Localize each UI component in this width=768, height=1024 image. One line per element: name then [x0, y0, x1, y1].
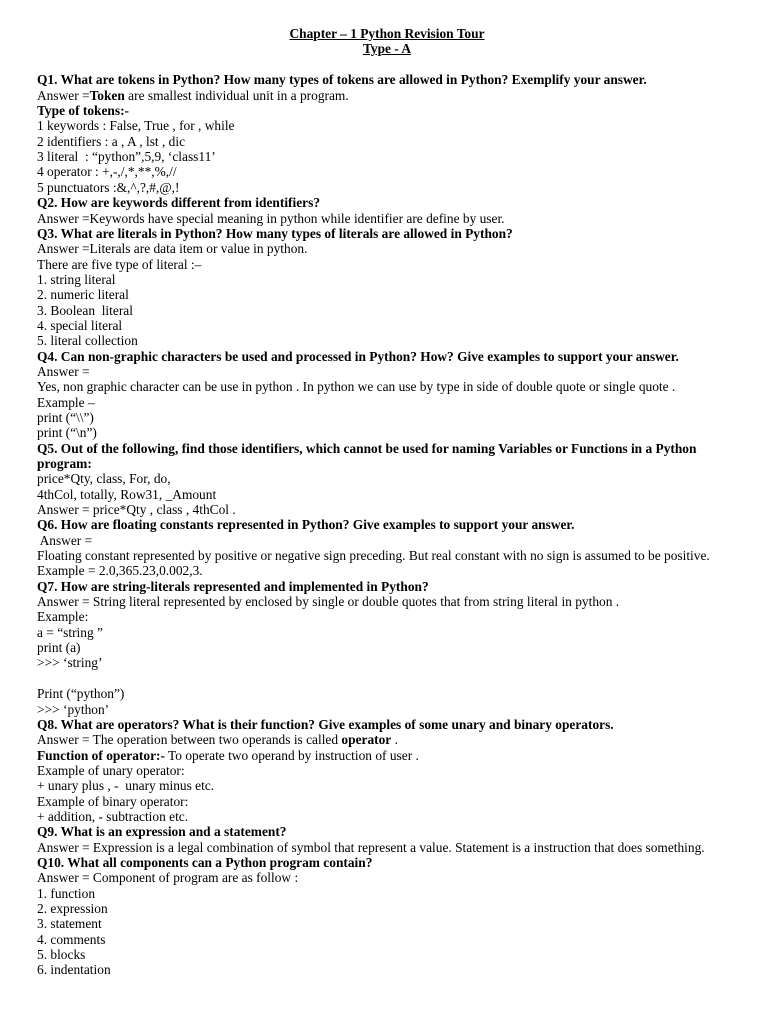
- answer-line: [37, 732, 737, 747]
- question-heading: Q2. How are keywords different from identifiers?: [37, 195, 321, 211]
- spacer: [37, 56, 737, 72]
- question-heading: Q6. How are floating constants represented in Python? Give examples to support your answer.: [37, 517, 575, 533]
- text-line: print (a): [37, 640, 81, 656]
- answer-line: [37, 748, 737, 763]
- text-line: 1. string literal: [37, 271, 116, 287]
- document-page: [37, 26, 737, 978]
- text-line: >>> ‘string’: [37, 655, 103, 671]
- text-run: .: [391, 732, 398, 748]
- text-line: 1. function: [37, 885, 96, 901]
- text-run: Answer =: [37, 87, 90, 103]
- text-line: Answer = Component of program are as follow :: [37, 870, 299, 886]
- bold-term: Token: [89, 87, 125, 103]
- question-heading: Type of tokens:-: [37, 103, 129, 119]
- text-line: >>> ‘python’: [37, 701, 110, 717]
- text-line: Example = 2.0,365.23,0.002,3.: [37, 563, 203, 579]
- text-line: Answer = Expression is a legal combination of symbol that represent a value. Statement is a instruction that does something.: [37, 839, 705, 855]
- question-heading: Q5. Out of the following, find those identifiers, which cannot be used for naming Variables or Functions in a Python program:: [37, 440, 697, 471]
- text-line: Answer =Literals are data item or value in python.: [37, 241, 308, 257]
- text-line: 5. literal collection: [37, 333, 138, 349]
- text-line: 1 keywords : False, True , for , while: [37, 118, 235, 134]
- text-line: + unary plus , - unary minus etc.: [37, 778, 215, 794]
- question-heading: Q9. What is an expression and a statement?: [37, 824, 287, 840]
- text-line: Answer = String literal represented by enclosed by single or double quotes that from string literal in python .: [37, 594, 620, 610]
- question-heading: Q3. What are literals in Python? How many types of literals are allowed in Python?: [37, 225, 513, 241]
- text-line: 6. indentation: [37, 962, 111, 978]
- question-heading: Q7. How are string-literals represented and implemented in Python?: [37, 578, 429, 594]
- text-line: Answer = price*Qty , class , 4thCol .: [37, 502, 236, 518]
- text-line: Example of unary operator:: [37, 762, 185, 778]
- type-subtitle: Type - A: [362, 41, 412, 57]
- bold-term: operator: [341, 732, 392, 748]
- text-line: Example:: [37, 609, 89, 625]
- text-line: a = “string ”: [37, 624, 103, 640]
- text-run: are smallest individual unit in a program.: [124, 87, 349, 103]
- text-line: 4thCol, totally, Row31, _Amount: [37, 486, 217, 502]
- text-line: Floating constant represented by positive or negative sign preceding. But real constant with no sign is assumed to be positive.: [37, 548, 710, 564]
- text-line: Yes, non graphic character can be use in python . In python we can use by type in side of double quote or single quote .: [37, 379, 676, 395]
- text-line: print (“\\”): [37, 409, 94, 425]
- question-heading: Q10. What all components can a Python program contain?: [37, 854, 373, 870]
- text-line: 3. Boolean literal: [37, 302, 133, 318]
- question-heading: Q4. Can non-graphic characters be used and processed in Python? How? Give examples to support your answer.: [37, 348, 679, 364]
- document-body: [37, 72, 737, 977]
- blank-line: [37, 671, 737, 686]
- text-line: 4 operator : +,-,/,*,**,%,//: [37, 164, 177, 180]
- question-heading: Q8. What are operators? What is their function? Give examples of some unary and binary operators.: [37, 716, 614, 732]
- chapter-title: Chapter – 1 Python Revision Tour: [289, 26, 485, 41]
- question-heading: Q1. What are tokens in Python? How many types of tokens are allowed in Python? Exemplify your answer.: [37, 72, 647, 88]
- text-run: To operate two operand by instruction of user .: [164, 747, 419, 763]
- text-line: 5 punctuators :&,^,?,#,@,!: [37, 179, 180, 195]
- text-run: Answer = The operation between two operands is called: [37, 732, 342, 748]
- bold-term: Function of operator:-: [37, 747, 165, 763]
- text-line: There are five type of literal :–: [37, 256, 202, 272]
- text-line: 3 literal : “python”,5,9, ‘class11’: [37, 149, 216, 165]
- text-line: price*Qty, class, For, do,: [37, 471, 171, 487]
- text-line: + addition, - subtraction etc.: [37, 808, 189, 824]
- text-line: Answer =Keywords have special meaning in python while identifier are define by user.: [37, 210, 505, 226]
- text-line: 3. statement: [37, 916, 102, 932]
- text-line: 5. blocks: [37, 947, 86, 962]
- text-line: 2. numeric literal: [37, 287, 129, 303]
- answer-line: [37, 88, 737, 103]
- text-line: Example of binary operator:: [37, 793, 189, 809]
- text-line: Print (“python”): [37, 686, 125, 702]
- text-line: 2. expression: [37, 900, 108, 916]
- text-line: print (“\n”): [37, 425, 97, 441]
- text-line: 2 identifiers : a , A , lst , dic: [37, 133, 186, 149]
- text-line: 4. comments: [37, 931, 106, 947]
- text-line: Answer =: [37, 363, 90, 379]
- text-line: 4. special literal: [37, 317, 123, 333]
- text-line: Example –: [37, 394, 95, 410]
- text-line: Answer =: [37, 532, 93, 548]
